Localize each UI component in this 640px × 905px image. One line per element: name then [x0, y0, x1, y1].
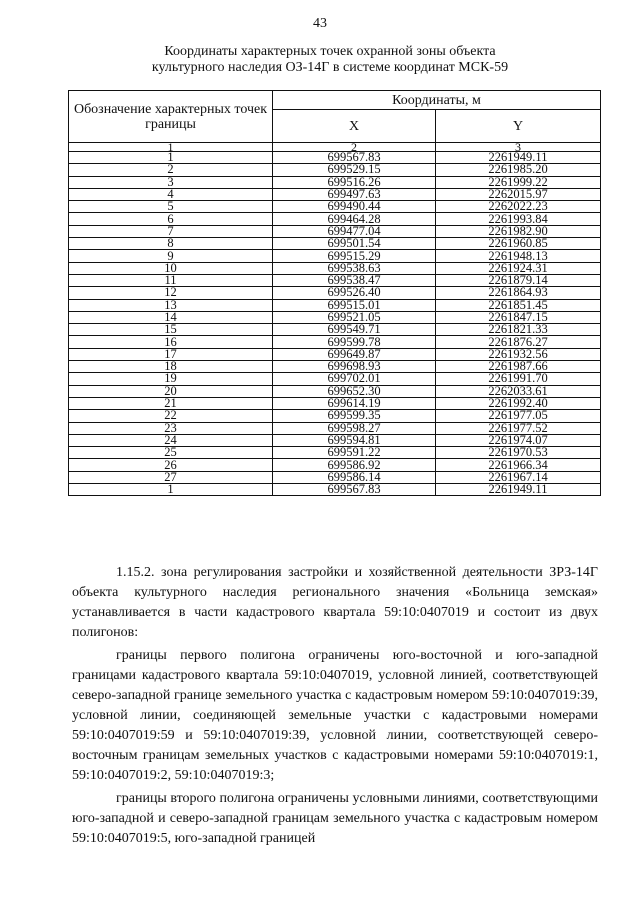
- table-row: [69, 152, 601, 164]
- cell-x: 699515.01: [273, 299, 436, 311]
- table-row: [69, 361, 601, 373]
- cell-point: 20: [69, 385, 273, 397]
- cell-point: 13: [69, 299, 273, 311]
- cell-point: 21: [69, 397, 273, 409]
- cell-y: 2261977.52: [436, 422, 601, 434]
- cell-point: 2: [69, 164, 273, 176]
- header-y: Y: [436, 110, 601, 143]
- cell-point: 25: [69, 447, 273, 459]
- header-coordinates: Координаты, м: [273, 91, 601, 110]
- table-row: [69, 373, 601, 385]
- table-row: [69, 213, 601, 225]
- cell-point: 18: [69, 361, 273, 373]
- cell-y: 2261993.84: [436, 213, 601, 225]
- cell-point: 6: [69, 213, 273, 225]
- table-row: [69, 311, 601, 323]
- table-row: [69, 250, 601, 262]
- cell-x: 699516.26: [273, 176, 436, 188]
- cell-y: 2261864.93: [436, 287, 601, 299]
- header-x: X: [273, 110, 436, 143]
- cell-x: 699521.05: [273, 311, 436, 323]
- coordinates-table: [68, 90, 601, 496]
- table-row: [69, 238, 601, 250]
- table-row: [69, 225, 601, 237]
- cell-point: 12: [69, 287, 273, 299]
- table-row: [69, 299, 601, 311]
- cell-point: 1: [69, 484, 273, 496]
- cell-y: 2261960.85: [436, 238, 601, 250]
- cell-y: 2261847.15: [436, 311, 601, 323]
- cell-x: 699599.35: [273, 410, 436, 422]
- table-row: [69, 397, 601, 409]
- cell-point: 27: [69, 471, 273, 483]
- cell-point: 3: [69, 176, 273, 188]
- cell-y: 2261977.05: [436, 410, 601, 422]
- cell-point: 24: [69, 434, 273, 446]
- cell-x: 699538.63: [273, 262, 436, 274]
- cell-y: 2261967.14: [436, 471, 601, 483]
- cell-y: 2262022.23: [436, 201, 601, 213]
- table-title: [60, 44, 600, 76]
- cell-x: 699567.83: [273, 152, 436, 164]
- cell-x: 699477.04: [273, 225, 436, 237]
- cell-y: 2261821.33: [436, 324, 601, 336]
- cell-y: 2261948.13: [436, 250, 601, 262]
- cell-x: 699497.63: [273, 188, 436, 200]
- cell-y: 2261876.27: [436, 336, 601, 348]
- cell-y: 2261851.45: [436, 299, 601, 311]
- table-row: [69, 447, 601, 459]
- table-title-line-2: культурного наследия ОЗ-14Г в системе координат МСК-59: [151, 60, 509, 75]
- paragraph: границы первого полигона ограничены юго-восточной и юго-западной границами кадастрового квартала 59:10:0407019, условной линией, соответствующей северо-западной границе земельного участка с кадастровым номером 59:10:0407019:39, условной линии, соединяющей земельные участки с кадастровыми номерами 59:10:0407019:59 и 59:10:0407019:39, условной линии, соответствующей северо-восточным границам земельных участков с кадастровыми номерами 59:10:0407019:1, 59:10:0407019:2, 59:10:0407019:3;: [72, 648, 598, 783]
- cell-y: 2261949.11: [436, 484, 601, 496]
- paragraph: границы второго полигона ограничены условными линиями, соответствующими юго-западной и северо-западной границам земельного участка с кадастровым номером 59:10:0407019:5, юго-западной границей: [72, 791, 598, 846]
- cell-x: 699529.15: [273, 164, 436, 176]
- cell-point: 1: [69, 152, 273, 164]
- cell-y: 2261987.66: [436, 361, 601, 373]
- table-row: [69, 287, 601, 299]
- table-row: [69, 324, 601, 336]
- table-row: [69, 410, 601, 422]
- cell-x: 699649.87: [273, 348, 436, 360]
- cell-point: 5: [69, 201, 273, 213]
- cell-x: 699526.40: [273, 287, 436, 299]
- cell-x: 699599.78: [273, 336, 436, 348]
- cell-y: 2261879.14: [436, 274, 601, 286]
- cell-point: 10: [69, 262, 273, 274]
- cell-point: 19: [69, 373, 273, 385]
- cell-point: 8: [69, 238, 273, 250]
- cell-point: 16: [69, 336, 273, 348]
- cell-x: 699614.19: [273, 397, 436, 409]
- cell-y: 2261999.22: [436, 176, 601, 188]
- header-points: Обозначение характерных точек границы: [69, 91, 273, 143]
- column-number-row: [69, 143, 601, 152]
- cell-x: 699501.54: [273, 238, 436, 250]
- cell-x: 699586.92: [273, 459, 436, 471]
- table-row: [69, 422, 601, 434]
- coordinate-rows: [69, 152, 601, 496]
- cell-x: 699594.81: [273, 434, 436, 446]
- column-number: 3: [436, 143, 601, 152]
- cell-x: 699702.01: [273, 373, 436, 385]
- cell-point: 14: [69, 311, 273, 323]
- cell-y: 2261932.56: [436, 348, 601, 360]
- cell-point: 17: [69, 348, 273, 360]
- table-row: [69, 176, 601, 188]
- column-number: 1: [69, 143, 273, 152]
- body-text: [72, 563, 598, 852]
- page-number: 43: [313, 16, 327, 31]
- cell-x: 699464.28: [273, 213, 436, 225]
- cell-point: 7: [69, 225, 273, 237]
- cell-y: 2261974.07: [436, 434, 601, 446]
- cell-y: 2261924.31: [436, 262, 601, 274]
- cell-point: 26: [69, 459, 273, 471]
- cell-y: 2261992.40: [436, 397, 601, 409]
- table-row: [69, 434, 601, 446]
- table-row: [69, 484, 601, 496]
- cell-y: 2261991.70: [436, 373, 601, 385]
- cell-x: 699567.83: [273, 484, 436, 496]
- cell-y: 2261985.20: [436, 164, 601, 176]
- table-row: [69, 164, 601, 176]
- cell-point: 4: [69, 188, 273, 200]
- table-row: [69, 262, 601, 274]
- cell-point: 15: [69, 324, 273, 336]
- table-row: [69, 336, 601, 348]
- cell-x: 699652.30: [273, 385, 436, 397]
- cell-x: 699549.71: [273, 324, 436, 336]
- cell-x: 699598.27: [273, 422, 436, 434]
- cell-x: 699515.29: [273, 250, 436, 262]
- cell-x: 699591.22: [273, 447, 436, 459]
- table-row: [69, 471, 601, 483]
- table-row: [69, 459, 601, 471]
- table-row: [69, 188, 601, 200]
- table-row: [69, 385, 601, 397]
- cell-point: 22: [69, 410, 273, 422]
- cell-x: 699490.44: [273, 201, 436, 213]
- cell-y: 2261966.34: [436, 459, 601, 471]
- cell-point: 23: [69, 422, 273, 434]
- cell-x: 699538.47: [273, 274, 436, 286]
- cell-x: 699698.93: [273, 361, 436, 373]
- cell-y: 2261982.90: [436, 225, 601, 237]
- cell-y: 2262015.97: [436, 188, 601, 200]
- cell-y: 2261949.11: [436, 152, 601, 164]
- cell-point: 9: [69, 250, 273, 262]
- cell-y: 2261970.53: [436, 447, 601, 459]
- column-number: 2: [273, 143, 436, 152]
- table-row: [69, 274, 601, 286]
- table-row: [69, 201, 601, 213]
- cell-y: 2262033.61: [436, 385, 601, 397]
- table-row: [69, 348, 601, 360]
- paragraph: 1.15.2. зона регулирования застройки и хозяйственной деятельности ЗРЗ-14Г объекта культурного наследия регионального значения «Больница земская» устанавливается в части кадастрового квартала 59:10:0407019 и состоит из двух полигонов:: [72, 565, 598, 640]
- table-title-line-1: Координаты характерных точек охранной зоны объекта: [164, 44, 496, 59]
- cell-x: 699586.14: [273, 471, 436, 483]
- cell-point: 11: [69, 274, 273, 286]
